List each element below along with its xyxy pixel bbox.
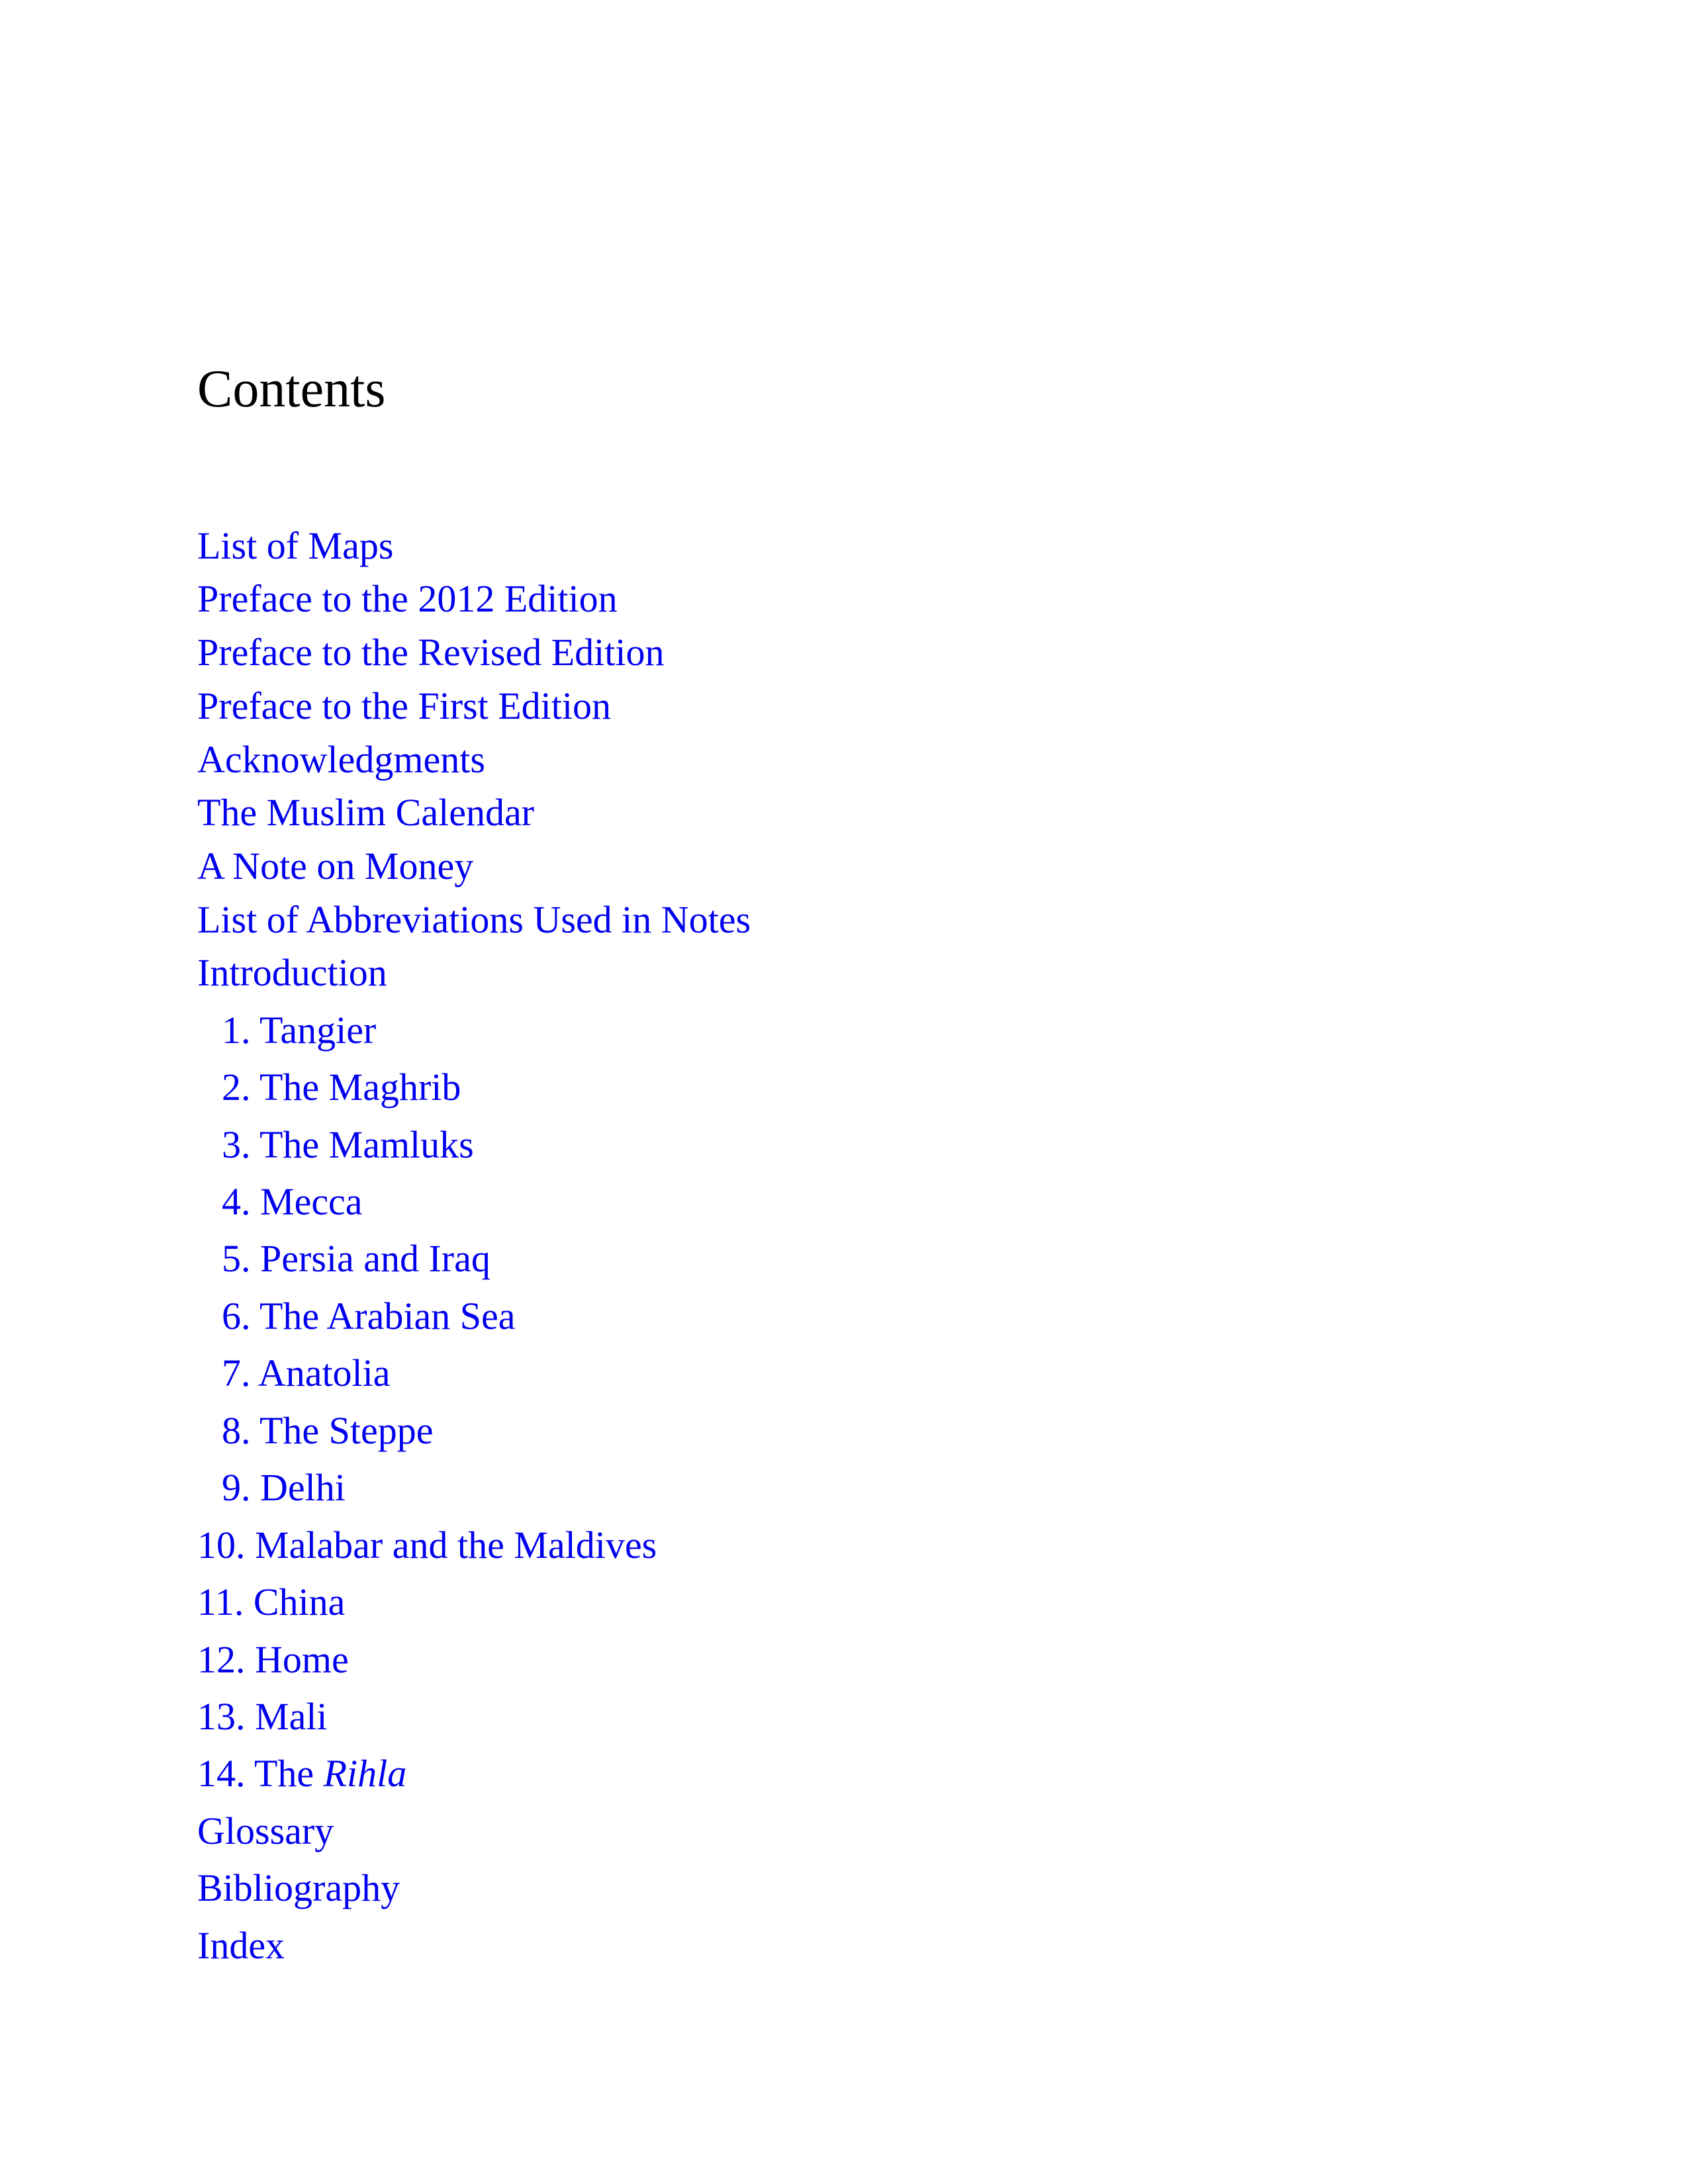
chapter-title-italic: Rihla: [323, 1752, 407, 1795]
chapter-title: China: [253, 1580, 346, 1623]
toc-link-chapter-14[interactable]: [197, 1754, 406, 1793]
toc-link-chapter-6[interactable]: [222, 1297, 515, 1336]
chapter-number: 6.: [222, 1295, 251, 1338]
chapter-number: 9.: [222, 1466, 251, 1509]
toc-link-chapter-1[interactable]: [222, 1011, 376, 1050]
chapter-number: 11.: [197, 1580, 244, 1623]
chapter-number: 2.: [222, 1066, 251, 1109]
chapter-title: Anatolia: [258, 1351, 391, 1394]
chapter-title: Malabar and the Maldives: [255, 1524, 657, 1567]
toc-link-list-of-abbreviations[interactable]: List of Abbreviations Used in Notes: [197, 898, 751, 941]
chapter-title: The Arabian Sea: [259, 1295, 516, 1338]
toc-link-preface-first-edition[interactable]: Preface to the First Edition: [197, 684, 611, 727]
chapter-title: Delhi: [260, 1466, 346, 1509]
toc-link-preface-2012-edition[interactable]: Preface to the 2012 Edition: [197, 577, 618, 620]
toc-link-chapter-11[interactable]: [197, 1580, 346, 1623]
toc-link-chapter-5[interactable]: [222, 1237, 491, 1280]
toc-link-chapter-13[interactable]: [197, 1695, 328, 1738]
chapter-number: 1.: [222, 1009, 251, 1052]
toc-link-chapter-4[interactable]: [222, 1180, 363, 1223]
chapter-number: 12.: [197, 1638, 246, 1681]
chapter-title: Home: [255, 1638, 349, 1681]
chapter-title: Mecca: [260, 1180, 363, 1223]
chapter-number: 7.: [222, 1351, 251, 1394]
chapter-number: 8.: [222, 1409, 251, 1452]
chapter-title: Mali: [255, 1695, 328, 1738]
toc-link-chapter-7[interactable]: [222, 1351, 391, 1394]
chapter-title: The Steppe: [259, 1409, 434, 1452]
chapter-number: 10.: [197, 1524, 246, 1567]
toc-link-introduction[interactable]: Introduction: [197, 951, 387, 994]
chapter-number: 13.: [197, 1695, 246, 1738]
chapter-number: 3.: [222, 1123, 251, 1166]
toc-link-chapter-12[interactable]: [197, 1638, 349, 1681]
chapter-title-prefix: The: [254, 1752, 314, 1795]
toc-link-chapter-8[interactable]: [222, 1409, 434, 1452]
chapter-title: Tangier: [259, 1009, 377, 1052]
toc-link-list-of-maps[interactable]: List of Maps: [197, 524, 394, 567]
toc-link-bibliography[interactable]: Bibliography: [197, 1866, 400, 1909]
chapter-number: 5.: [222, 1237, 251, 1280]
toc-link-muslim-calendar[interactable]: The Muslim Calendar: [197, 791, 535, 834]
toc-link-index[interactable]: Index: [197, 1924, 285, 1967]
toc-link-acknowledgments[interactable]: Acknowledgments: [197, 738, 485, 781]
chapter-title: The Maghrib: [259, 1066, 461, 1109]
toc-link-chapter-2[interactable]: [222, 1068, 461, 1107]
chapter-number: 4.: [222, 1180, 251, 1223]
chapter-title: Persia and Iraq: [260, 1237, 491, 1280]
chapter-title: The Mamluks: [259, 1123, 474, 1166]
toc-link-chapter-9[interactable]: [222, 1466, 346, 1509]
toc-link-chapter-3[interactable]: [222, 1123, 474, 1166]
chapter-number: 14.: [197, 1752, 246, 1795]
toc-link-preface-revised-edition[interactable]: Preface to the Revised Edition: [197, 631, 665, 674]
toc-link-chapter-10[interactable]: [197, 1526, 657, 1565]
toc-link-note-on-money[interactable]: A Note on Money: [197, 844, 474, 887]
toc-link-glossary[interactable]: Glossary: [197, 1809, 334, 1852]
page-title: Contents: [197, 360, 386, 418]
